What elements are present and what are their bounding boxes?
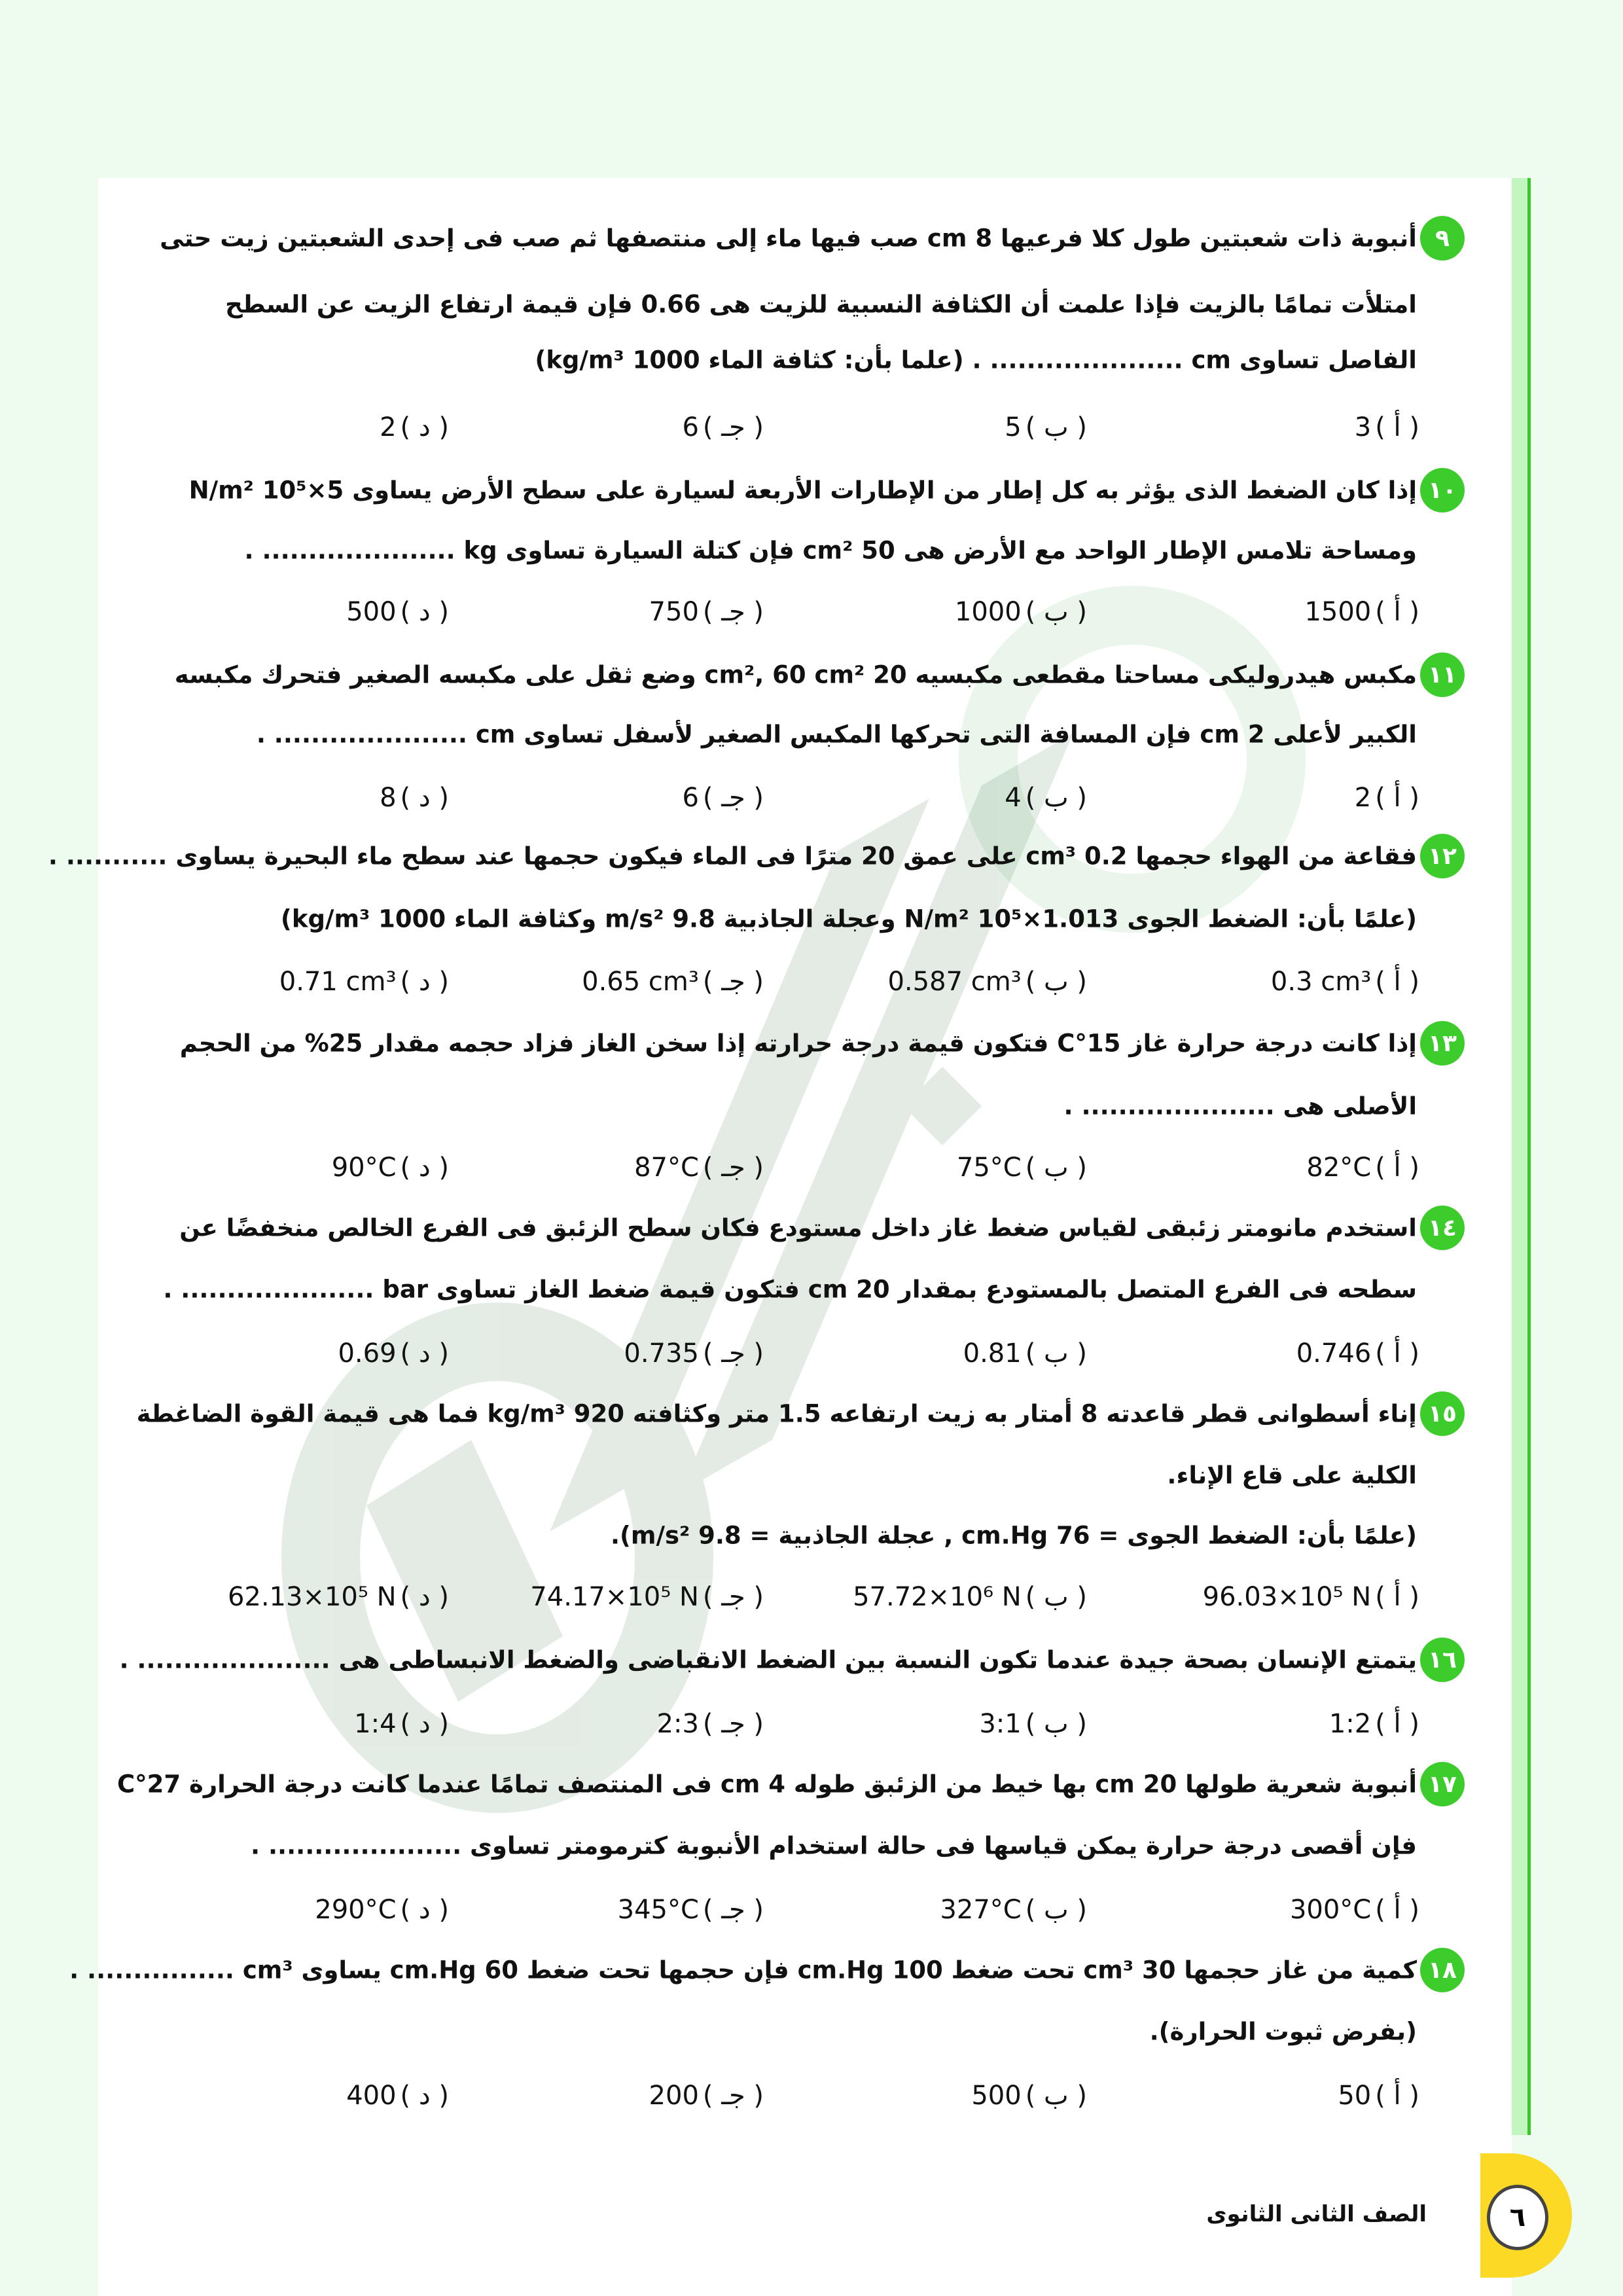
- option-value: 2: [1354, 783, 1372, 813]
- option-label: ( أ ): [1375, 783, 1419, 813]
- option-label: ( د ): [400, 967, 449, 997]
- option-label: ( جـ ): [702, 597, 764, 627]
- option-label: ( جـ ): [702, 2081, 764, 2111]
- option-label: ( أ ): [1375, 597, 1419, 627]
- option-value: 74.17×10⁵ N: [530, 1582, 699, 1612]
- option-value: 2: [380, 412, 397, 442]
- option-value: 1:2: [1329, 1709, 1372, 1739]
- answer-option[interactable]: [1005, 783, 1087, 813]
- question-number-badge: ٩: [1420, 216, 1465, 260]
- option-value: 400: [346, 2081, 397, 2111]
- option-value: 75°C: [956, 1153, 1022, 1183]
- option-label: ( أ ): [1375, 412, 1419, 442]
- question-text-line: إذا كانت درجة حرارة غاز 15°C فتكون قيمة درجة حرارته إذا سخن الغاز فزاد حجمه مقدار 25% من الحجم: [179, 1029, 1417, 1058]
- answer-option[interactable]: [1296, 1338, 1419, 1369]
- question-text-line: فإن أقصى درجة حرارة يمكن قياسها فى حالة استخدام الأنبوبة كترمومتر تساوى ..................... .: [251, 1831, 1417, 1860]
- option-value: 0.65 cm³: [582, 967, 699, 997]
- answer-option[interactable]: [346, 597, 449, 627]
- option-label: ( د ): [400, 783, 449, 813]
- option-label: ( ب ): [1025, 412, 1087, 442]
- option-label: ( أ ): [1375, 1895, 1419, 1925]
- option-value: 5: [1005, 412, 1022, 442]
- answer-option[interactable]: [853, 1582, 1087, 1612]
- option-value: 57.72×10⁶ N: [853, 1582, 1022, 1612]
- option-value: 6: [682, 412, 699, 442]
- question-text-line: سطحه فى الفرع المتصل بالمستودع بمقدار 20 cm فتكون قيمة ضغط الغاز تساوى bar ..................... .: [163, 1275, 1417, 1304]
- option-label: ( ب ): [1025, 967, 1087, 997]
- option-value: 1500: [1304, 597, 1372, 627]
- question-text-line: استخدم مانومتر زئبقى لقياس ضغط غاز داخل مستودع فكان سطح الزئبق فى الفرع الخالص منخفضًا عن: [179, 1213, 1417, 1242]
- answer-option[interactable]: [955, 597, 1087, 627]
- option-value: 1000: [954, 597, 1022, 627]
- question-text-line: أنبوبة ذات شعبتين طول كلا فرعيها 8 cm صب فيها ماء إلى منتصفها ثم صب فى إحدى الشعبتين زيت حتى: [160, 224, 1417, 253]
- answer-option[interactable]: [1304, 597, 1419, 627]
- answer-option[interactable]: [1271, 967, 1419, 997]
- question-number-badge: ١٣: [1420, 1021, 1465, 1066]
- option-label: ( د ): [400, 1709, 449, 1739]
- answer-option[interactable]: [971, 2081, 1087, 2111]
- question-text-line: أنبوبة شعرية طولها 20 cm بها خيط من الزئبق طوله 4 cm فى المنتصف تمامًا عندما كانت درجة الحرارة 27°C: [116, 1770, 1417, 1799]
- question-number-badge: ١٤: [1420, 1206, 1465, 1250]
- option-value: 6: [682, 783, 699, 813]
- answer-option[interactable]: [338, 1338, 449, 1369]
- option-label: ( د ): [400, 412, 449, 442]
- answer-option[interactable]: [315, 1895, 449, 1925]
- answer-option[interactable]: [279, 967, 449, 997]
- option-value: 0.69: [338, 1338, 397, 1369]
- option-label: ( جـ ): [702, 1895, 764, 1925]
- question-text-line: (علمًا بأن: الضغط الجوى 1.013×10⁵ N/m² وعجلة الجاذبية 9.8 m/s² وكثافة الماء 1000 kg/m³): [280, 905, 1417, 933]
- question-number-badge: ١٧: [1420, 1762, 1465, 1806]
- question-number-badge: ١٦: [1420, 1638, 1465, 1682]
- answer-option[interactable]: [1306, 1153, 1419, 1183]
- question-text-line: الكلية على قاع الإناء.: [1167, 1461, 1417, 1490]
- option-label: ( ب ): [1025, 783, 1087, 813]
- option-label: ( ب ): [1025, 1153, 1087, 1183]
- answer-option[interactable]: [346, 2081, 449, 2111]
- answer-option[interactable]: [1355, 412, 1419, 442]
- option-label: ( ب ): [1025, 1338, 1087, 1369]
- option-value: 4: [1005, 783, 1022, 813]
- question-text-line: الفاصل تساوى cm ..................... . (علما بأن: كثافة الماء 1000 kg/m³): [535, 346, 1417, 374]
- answer-option[interactable]: [1329, 1709, 1419, 1739]
- option-label: ( جـ ): [702, 1338, 764, 1369]
- answer-option[interactable]: [1290, 1895, 1419, 1925]
- option-label: ( د ): [400, 1338, 449, 1369]
- option-label: ( أ ): [1375, 2081, 1419, 2111]
- question-number-badge: ١٢: [1420, 834, 1465, 878]
- option-label: ( د ): [400, 1582, 449, 1612]
- option-value: 82°C: [1306, 1153, 1372, 1183]
- option-label: ( أ ): [1375, 1582, 1419, 1612]
- option-value: 345°C: [617, 1895, 699, 1925]
- question-text-line: الأصلى هى ..................... .: [1063, 1092, 1417, 1121]
- option-label: ( ب ): [1025, 1895, 1087, 1925]
- answer-option[interactable]: [332, 1153, 449, 1183]
- option-value: 3: [1354, 412, 1372, 442]
- option-label: ( أ ): [1375, 967, 1419, 997]
- question-text-line: فقاعة من الهواء حجمها 0.2 cm³ على عمق 20 مترًا فى الماء فيكون حجمها عند سطح ماء البحيرة يساوى ........... .: [48, 842, 1417, 870]
- option-value: 290°C: [315, 1895, 397, 1925]
- option-value: 0.587 cm³: [887, 967, 1022, 997]
- answer-option[interactable]: [649, 597, 764, 627]
- question-text-line: الكبير لأعلى 2 cm فإن المسافة التى تحركها المكبس الصغير لأسفل تساوى cm ..................... .: [256, 720, 1417, 749]
- question-text-line: مكبس هيدروليكى مساحتا مقطعى مكبسيه 20 cm², 60 cm² وضع ثقل على مكبسه الصغير فتحرك مكبسه: [174, 660, 1417, 689]
- question-text-line: إناء أسطوانى قطر قاعدته 8 أمتار به زيت ارتفاعه 1.5 متر وكثافته 920 kg/m³ فما هى قيمة القوة الضاغطة: [136, 1399, 1417, 1428]
- answer-option[interactable]: [1203, 1582, 1419, 1612]
- answer-option[interactable]: [657, 1709, 764, 1739]
- option-label: ( جـ ): [702, 412, 764, 442]
- option-label: ( ب ): [1025, 2081, 1087, 2111]
- option-label: ( جـ ): [702, 1582, 764, 1612]
- option-value: 1:4: [354, 1709, 397, 1739]
- answer-option[interactable]: [582, 967, 764, 997]
- option-value: 0.746: [1296, 1338, 1372, 1369]
- page-number: ٦: [1487, 2185, 1548, 2250]
- question-number-badge: ١٥: [1420, 1391, 1465, 1436]
- option-value: 750: [649, 597, 699, 627]
- answer-option[interactable]: [354, 1709, 449, 1739]
- question-number-badge: ١٠: [1420, 468, 1465, 512]
- option-label: ( أ ): [1375, 1709, 1419, 1739]
- option-value: 300°C: [1289, 1895, 1372, 1925]
- option-value: 500: [971, 2081, 1022, 2111]
- question-number-badge: ١٨: [1420, 1948, 1465, 1992]
- answer-option[interactable]: [1338, 2081, 1419, 2111]
- option-value: 0.735: [624, 1338, 699, 1369]
- question-number-badge: ١١: [1420, 653, 1465, 697]
- option-value: 50: [1338, 2081, 1372, 2111]
- answer-option[interactable]: [380, 412, 449, 442]
- option-value: 8: [380, 783, 397, 813]
- option-value: 2:3: [656, 1709, 699, 1739]
- option-label: ( ب ): [1025, 1709, 1087, 1739]
- answer-option[interactable]: [682, 412, 764, 442]
- answer-option[interactable]: [682, 783, 764, 813]
- option-value: 96.03×10⁵ N: [1202, 1582, 1372, 1612]
- option-label: ( د ): [400, 2081, 449, 2111]
- option-label: ( جـ ): [702, 783, 764, 813]
- answer-option[interactable]: [618, 1895, 764, 1925]
- answer-option[interactable]: [228, 1582, 449, 1612]
- question-text-line: (بفرض ثبوت الحرارة).: [1149, 2017, 1417, 2046]
- option-label: ( جـ ): [702, 1709, 764, 1739]
- grade-label: الصف الثانى الثانوى: [1206, 2201, 1427, 2227]
- option-value: 327°C: [940, 1895, 1022, 1925]
- option-label: ( أ ): [1375, 1338, 1419, 1369]
- option-value: 90°C: [331, 1153, 397, 1183]
- option-label: ( ب ): [1025, 597, 1087, 627]
- option-label: ( أ ): [1375, 1153, 1419, 1183]
- option-value: 200: [649, 2081, 699, 2111]
- option-value: 62.13×10⁵ N: [227, 1582, 397, 1612]
- answer-option[interactable]: [963, 1338, 1087, 1369]
- answer-option[interactable]: [940, 1895, 1087, 1925]
- question-text-line: إذا كان الضغط الذى يؤثر به كل إطار من الإطارات الأربعة لسيارة على سطح الأرض يساوى 5×10⁵ N/m²: [188, 476, 1417, 505]
- side-stripe: [1512, 178, 1531, 2135]
- option-label: ( جـ ): [702, 1153, 764, 1183]
- question-text-line: امتلأت تمامًا بالزيت فإذا علمت أن الكثافة النسبية للزيت هى 0.66 فإن قيمة ارتفاع الزيت عن السطح: [225, 290, 1417, 319]
- answer-option[interactable]: [887, 967, 1087, 997]
- answer-option[interactable]: [530, 1582, 764, 1612]
- option-label: ( ب ): [1025, 1582, 1087, 1612]
- answer-option[interactable]: [624, 1338, 764, 1369]
- question-text-line: (علمًا بأن: الضغط الجوى = 76 cm.Hg , عجلة الجاذبية = 9.8 m/s²).: [610, 1521, 1417, 1550]
- answer-option[interactable]: [380, 783, 449, 813]
- option-label: ( د ): [400, 597, 449, 627]
- question-text-line: كمية من غاز حجمها 30 cm³ تحت ضغط 100 cm.Hg فإن حجمها تحت ضغط 60 cm.Hg يساوى cm³ ................ .: [69, 1956, 1417, 1984]
- answer-option[interactable]: [634, 1153, 764, 1183]
- answer-option[interactable]: [1355, 783, 1419, 813]
- option-value: 0.71 cm³: [279, 967, 397, 997]
- option-value: 0.3 cm³: [1270, 967, 1372, 997]
- option-value: 500: [346, 597, 397, 627]
- option-value: 0.81: [963, 1338, 1022, 1369]
- answer-option[interactable]: [957, 1153, 1087, 1183]
- option-label: ( جـ ): [702, 967, 764, 997]
- question-text-line: يتمتع الإنسان بصحة جيدة عندما تكون النسبة بين الضغط الانقباضى والضغط الانبساطى هى ..................... .: [119, 1645, 1417, 1674]
- question-text-line: ومساحة تلامس الإطار الواحد مع الأرض هى 50 cm² فإن كتلة السيارة تساوى kg ..................... .: [244, 536, 1417, 565]
- answer-option[interactable]: [1005, 412, 1087, 442]
- answer-option[interactable]: [649, 2081, 764, 2111]
- option-value: 3:1: [979, 1709, 1022, 1739]
- option-value: 87°C: [634, 1153, 699, 1183]
- option-label: ( د ): [400, 1153, 449, 1183]
- answer-option[interactable]: [979, 1709, 1087, 1739]
- option-label: ( د ): [400, 1895, 449, 1925]
